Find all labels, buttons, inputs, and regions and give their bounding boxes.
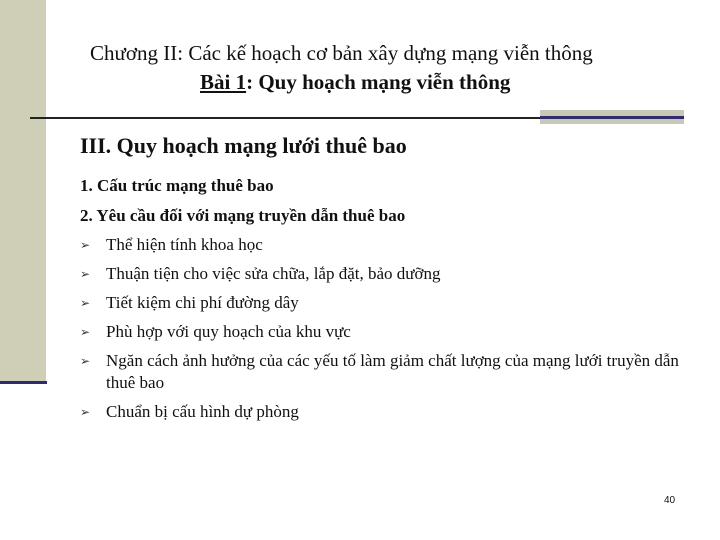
list-item-text: Thể hiện tính khoa học — [106, 235, 263, 254]
header-rule-accent-line — [540, 116, 684, 119]
requirements-list — [80, 234, 680, 430]
list-item — [80, 263, 680, 285]
subheading-2: 2. Yêu cầu đối với mạng truyền dẫn thuê bao — [80, 206, 406, 225]
list-item — [80, 321, 680, 343]
list-item — [80, 234, 680, 256]
lesson-title — [200, 70, 510, 95]
list-item-text: Phù hợp với quy hoạch của khu vực — [106, 322, 351, 341]
lesson-label: Bài 1 — [200, 70, 247, 94]
subheading-1: 1. Cấu trúc mạng thuê bao — [80, 176, 274, 195]
list-item — [80, 401, 680, 423]
list-item — [80, 350, 680, 394]
list-item — [80, 292, 680, 314]
list-item-text: Chuẩn bị cấu hình dự phòng — [106, 402, 299, 421]
page-number: 40 — [664, 495, 676, 506]
lesson-title-text: : Quy hoạch mạng viễn thông — [246, 70, 511, 94]
arrow-bullet-icon: ➢ — [80, 267, 91, 281]
arrow-bullet-icon: ➢ — [80, 296, 91, 310]
list-item-text: Tiết kiệm chi phí đường dây — [106, 293, 299, 312]
chapter-title: Chương II: Các kế hoạch cơ bản xây dựng mạng viễn thông — [90, 41, 593, 65]
arrow-bullet-icon: ➢ — [80, 405, 91, 419]
section-heading: III. Quy hoạch mạng lưới thuê bao — [80, 133, 407, 158]
list-item-text: Thuận tiện cho việc sửa chữa, lắp đặt, bảo dưỡng — [106, 264, 441, 283]
arrow-bullet-icon: ➢ — [80, 238, 91, 252]
arrow-bullet-icon: ➢ — [80, 325, 91, 339]
arrow-bullet-icon: ➢ — [80, 354, 91, 368]
left-decorative-band — [0, 0, 46, 383]
list-item-text: Ngăn cách ảnh hưởng của các yếu tố làm giảm chất lượng của mạng lưới truyền dẫn thuê bao — [106, 351, 679, 392]
left-band-underline — [0, 381, 47, 384]
